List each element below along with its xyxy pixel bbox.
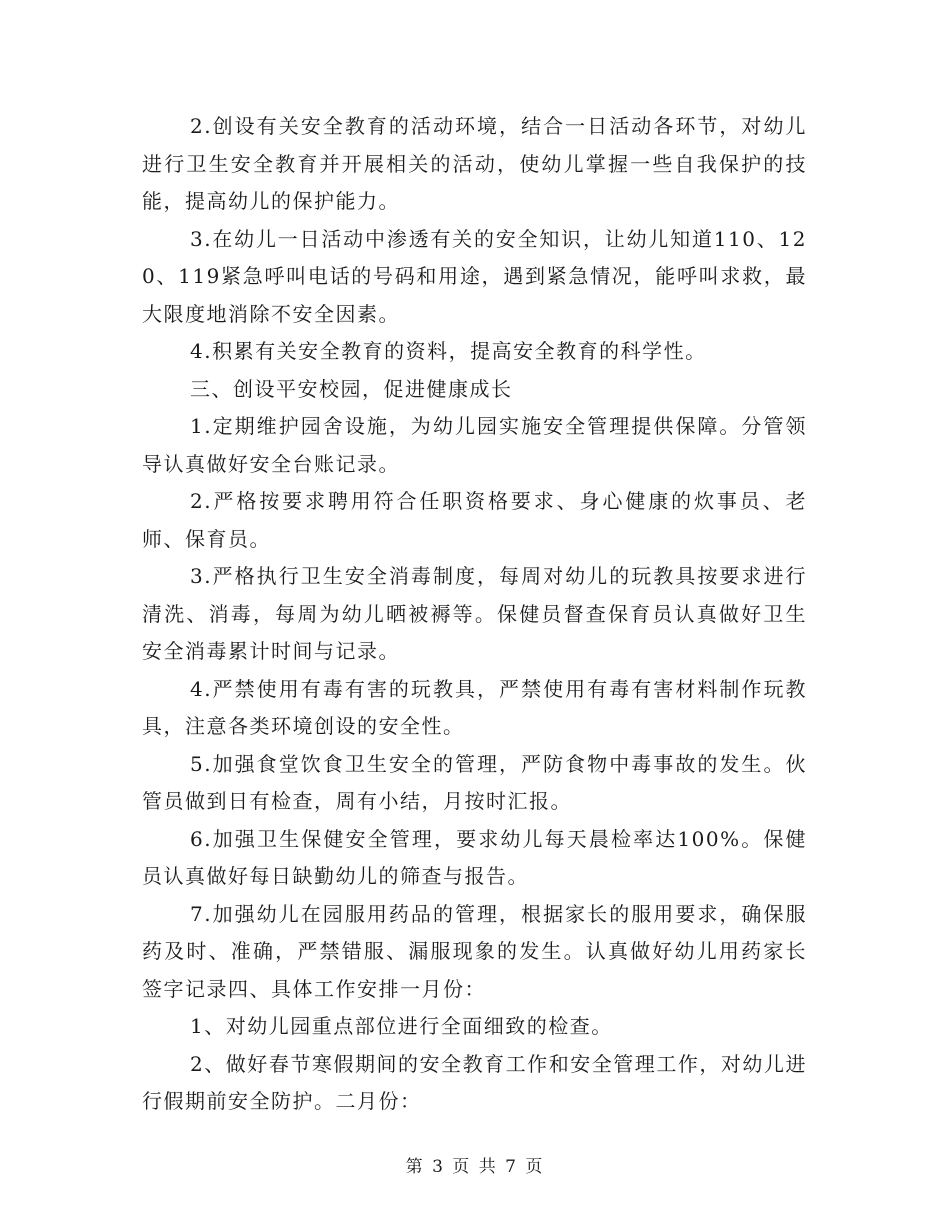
page-number-footer: 第 3 页 共 7 页 [405, 1157, 545, 1177]
paragraph: 2.严格按要求聘用符合任职资格要求、身心健康的炊事员、老师、保育员。 [142, 489, 807, 551]
paragraph: 7.加强幼儿在园服用药品的管理，根据家长的服用要求，确保服药及时、准确，严禁错服、漏服现象的发生。认真做好幼儿用药家长签字记录四、具体工作安排一月份： [142, 901, 807, 1001]
document-body [142, 108, 807, 1121]
paragraph: 4.积累有关安全教育的资料，提高安全教育的科学性。 [190, 339, 707, 363]
paragraph: 5.加强食堂饮食卫生安全的管理，严防食物中毒事故的发生。伙管员做到日有检查，周有小结，月按时汇报。 [142, 751, 807, 813]
paragraph: 6.加强卫生保健安全管理，要求幼儿每天晨检率达100%。保健员认真做好每日缺勤幼儿的筛查与报告。 [142, 826, 807, 888]
paragraph: 4.严禁使用有毒有害的玩教具，严禁使用有毒有害材料制作玩教具，注意各类环境创设的安全性。 [142, 676, 807, 738]
paragraph: 3.严格执行卫生安全消毒制度，每周对幼儿的玩教具按要求进行清洗、消毒，每周为幼儿晒被褥等。保健员督查保育员认真做好卫生安全消毒累计时间与记录。 [142, 564, 807, 663]
paragraph: 2.创设有关安全教育的活动环境，结合一日活动各环节，对幼儿进行卫生安全教育并开展相关的活动，使幼儿掌握一些自我保护的技能，提高幼儿的保护能力。 [142, 114, 807, 213]
paragraph: 2、做好春节寒假期间的安全教育工作和安全管理工作，对幼儿进行假期前安全防护。二月份： [142, 1051, 807, 1113]
paragraph: 1.定期维护园舍设施，为幼儿园实施安全管理提供保障。分管领导认真做好安全台账记录。 [142, 414, 807, 476]
paragraph: 1、对幼儿园重点部位进行全面细致的检查。 [190, 1014, 613, 1038]
section-heading: 三、创设平安校园，促进健康成长 [190, 376, 513, 401]
paragraph: 3.在幼儿一日活动中渗透有关的安全知识，让幼儿知道110、120、119紧急呼叫电话的号码和用途，遇到紧急情况，能呼叫求救，最大限度地消除不安全因素。 [142, 226, 807, 326]
